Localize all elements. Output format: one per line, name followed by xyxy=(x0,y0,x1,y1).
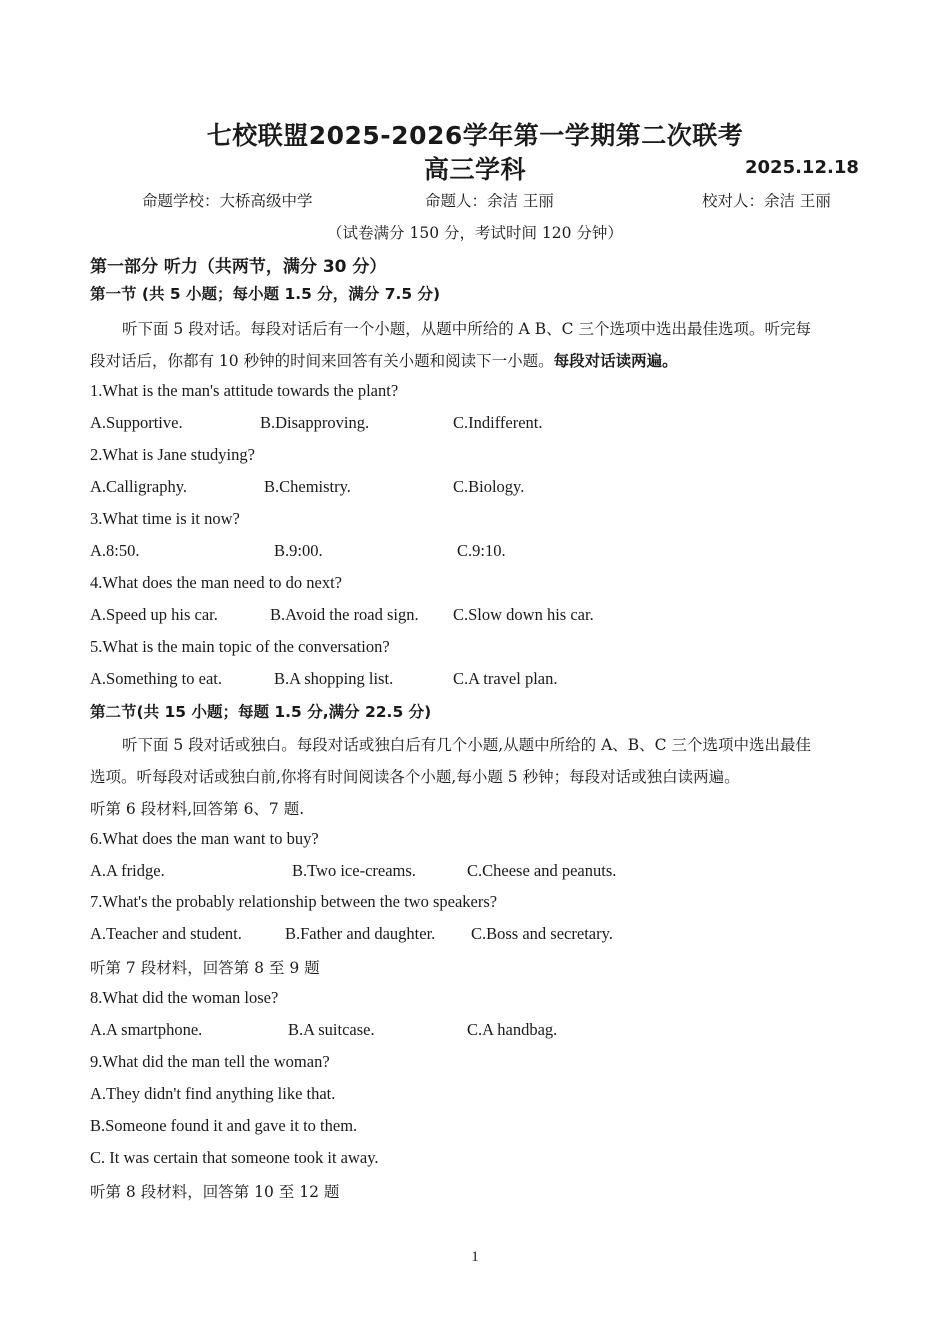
section1-heading: 第一节 (共 5 小题；每小题 1.5 分，满分 7.5 分) xyxy=(90,285,441,303)
exam-subtitle: 高三学科 xyxy=(423,155,526,184)
section1-instruction-line1: 听下面 5 段对话。每段对话后有一个小题，从题中所给的 A B、C 三个选项中选出最佳选项。听完每 xyxy=(122,320,811,338)
section2-instruction-line1: 听下面 5 段对话或独白。每段对话或独白后有几个小题,从题中所给的 A、B、C 三个选项中选出最佳 xyxy=(122,736,811,754)
q7-option-b: B.Father and daughter. xyxy=(285,924,436,943)
q1-option-b: B.Disapproving. xyxy=(260,413,370,432)
question-8: 8.What did the woman lose? xyxy=(90,988,279,1007)
exam-info: （试卷满分 150 分，考试时间 120 分钟） xyxy=(327,224,623,242)
q9-option-a: A.They didn't find anything like that. xyxy=(90,1084,336,1103)
question-1: 1.What is the man's attitude towards the plant? xyxy=(90,381,399,400)
section2-instruction-line2: 选项。听每段对话或独白前,你将有时间阅读各个小题,每小题 5 秒钟；每段对话或独白读两遍。 xyxy=(90,768,740,786)
material-7-label: 听第 7 段材料，回答第 8 至 9 题 xyxy=(90,959,320,977)
page-number: 1 xyxy=(471,1249,479,1265)
material-6-label: 听第 6 段材料,回答第 6、7 题. xyxy=(90,800,305,818)
proofreader-label: 校对人：余洁 王丽 xyxy=(702,192,831,210)
q7-option-a: A.Teacher and student. xyxy=(90,924,242,943)
q8-option-a: A.A smartphone. xyxy=(90,1020,203,1039)
section1-instruction-line2: 段对话后，你都有 10 秒钟的时间来回答有关小题和阅读下一小题。每段对话读两遍。 xyxy=(90,352,678,370)
question-4: 4.What does the man need to do next? xyxy=(90,573,343,592)
exam-title: 七校联盟2025-2026学年第一学期第二次联考 xyxy=(206,121,744,150)
q6-option-a: A.A fridge. xyxy=(90,861,165,880)
exam-date: 2025.12.18 xyxy=(745,157,859,178)
question-7: 7.What's the probably relationship between the two speakers? xyxy=(90,892,498,911)
q4-option-b: B.Avoid the road sign. xyxy=(270,605,419,624)
question-9: 9.What did the man tell the woman? xyxy=(90,1052,330,1071)
material-8-label: 听第 8 段材料，回答第 10 至 12 题 xyxy=(90,1183,340,1201)
q5-option-c: C.A travel plan. xyxy=(453,669,558,688)
q1-option-c: C.Indifferent. xyxy=(453,413,543,432)
q8-option-b: B.A suitcase. xyxy=(288,1020,375,1039)
q7-option-c: C.Boss and secretary. xyxy=(471,924,613,943)
q3-option-c: C.9:10. xyxy=(457,541,506,560)
q3-option-b: B.9:00. xyxy=(274,541,323,560)
part1-heading: 第一部分 听力（共两节，满分 30 分） xyxy=(90,257,387,277)
q6-option-b: B.Two ice-creams. xyxy=(292,861,416,880)
q2-option-b: B.Chemistry. xyxy=(264,477,351,496)
q9-option-c: C. It was certain that someone took it away. xyxy=(90,1148,379,1167)
q6-option-c: C.Cheese and peanuts. xyxy=(467,861,617,880)
q1-option-a: A.Supportive. xyxy=(90,413,183,432)
q2-option-a: A.Calligraphy. xyxy=(90,477,187,496)
section2-heading: 第二节(共 15 小题；每题 1.5 分,满分 22.5 分) xyxy=(90,703,432,721)
author-label: 命题人：余洁 王丽 xyxy=(425,192,554,210)
question-2: 2.What is Jane studying? xyxy=(90,445,255,464)
q5-option-b: B.A shopping list. xyxy=(274,669,394,688)
question-6: 6.What does the man want to buy? xyxy=(90,829,319,848)
q2-option-c: C.Biology. xyxy=(453,477,525,496)
q4-option-a: A.Speed up his car. xyxy=(90,605,218,624)
section1-instruction-bold: 每段对话读两遍。 xyxy=(553,352,678,370)
q9-option-b: B.Someone found it and gave it to them. xyxy=(90,1116,358,1135)
q4-option-c: C.Slow down his car. xyxy=(453,605,594,624)
school-label: 命题学校：大桥高级中学 xyxy=(142,192,313,210)
question-3: 3.What time is it now? xyxy=(90,509,240,528)
question-5: 5.What is the main topic of the conversation? xyxy=(90,637,390,656)
q8-option-c: C.A handbag. xyxy=(467,1020,558,1039)
q5-option-a: A.Something to eat. xyxy=(90,669,222,688)
q3-option-a: A.8:50. xyxy=(90,541,140,560)
